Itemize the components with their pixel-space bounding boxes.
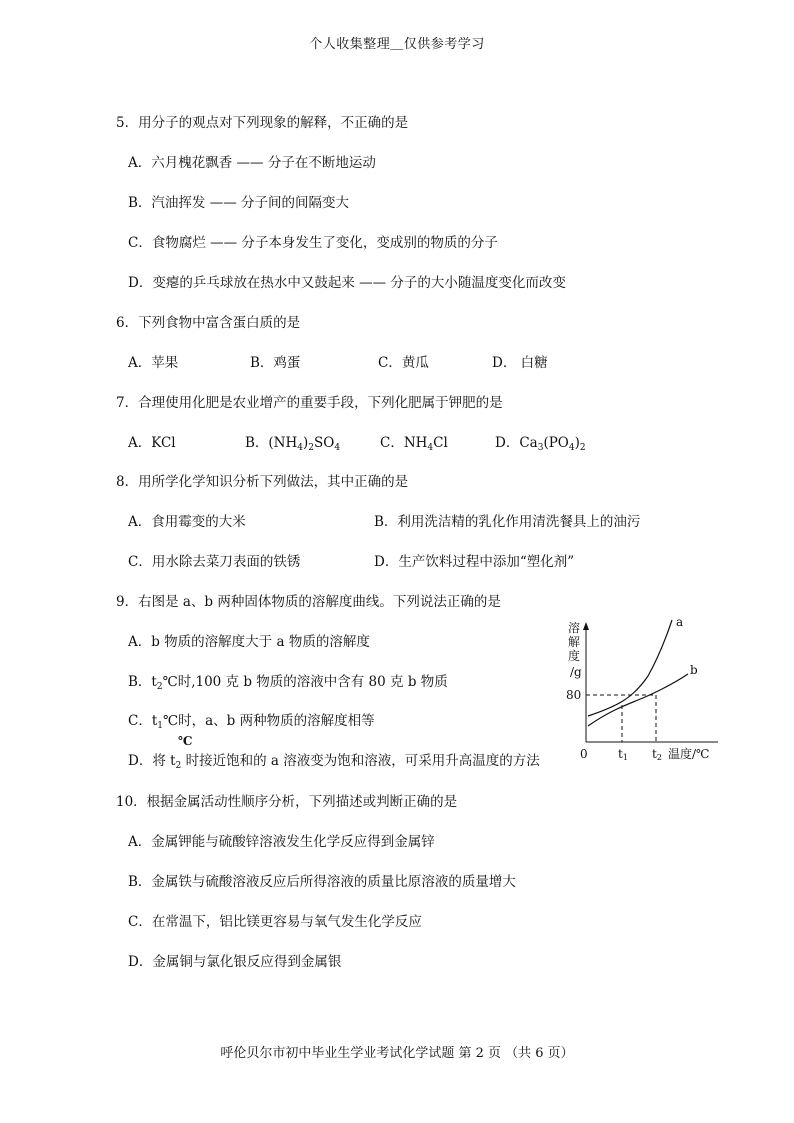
y-axis-arrow <box>583 622 589 630</box>
question-5-option-b: B．汽油挥发 —— 分子间的间隔变大 <box>128 195 350 211</box>
question-10-option-a: A．金属钾能与硫酸锌溶液发生化学反应得到金属锌 <box>128 834 435 850</box>
question-6-option-a: A．苹果 <box>128 355 179 371</box>
stray-celsius-symbol: ℃ <box>178 734 193 748</box>
x-tick-t1: t1 <box>618 747 628 762</box>
question-5-option-c: C．食物腐烂 —— 分子本身发生了变化，变成别的物质的分子 <box>128 235 498 251</box>
question-5-option-d: D．变瘪的乒乓球放在热水中又鼓起来 —— 分子的大小随温度变化而改变 <box>128 275 566 291</box>
question-7-option-d: D．$Ca_3(PO_4)_2$ <box>495 435 586 453</box>
question-9-stem: 9．右图是 a、b 两种固体物质的溶解度曲线。下列说法正确的是 <box>116 594 501 610</box>
y-axis-unit: /g <box>570 665 582 679</box>
question-10-option-b: B．金属铁与硫酸溶液反应后所得溶液的质量比原溶液的质量增大 <box>128 874 516 890</box>
solubility-curve-graph <box>548 608 728 768</box>
question-7-option-c: C．$NH_4Cl$ <box>380 435 448 453</box>
curve-a <box>588 620 672 716</box>
question-8-option-c: C．用水除去菜刀表面的铁锈 <box>128 554 301 570</box>
question-8-option-b: B．利用洗洁精的乳化作用清洗餐具上的油污 <box>374 514 641 530</box>
question-7-stem: 7．合理使用化肥是农业增产的重要手段，下列化肥属于钾肥的是 <box>116 395 503 411</box>
x-axis-label: 温度/℃ <box>668 747 710 761</box>
page-header: 个人收集整理＿仅供参考学习 <box>309 37 485 52</box>
question-10-option-c: C．在常温下，铝比镁更容易与氧气发生化学反应 <box>128 914 422 930</box>
question-6-option-b: B．鸡蛋 <box>250 355 301 371</box>
question-6-option-d: D． 白糖 <box>492 355 548 371</box>
question-8-option-a: A．食用霉变的大米 <box>128 514 246 530</box>
question-7-option-b: B．$(NH_4)_2SO_4$ <box>245 435 341 453</box>
y-tick-80: 80 <box>566 688 582 702</box>
y-axis-label-char-1: 溶 <box>568 621 581 635</box>
y-axis-label-char-2: 解 <box>568 635 581 649</box>
question-8-stem: 8．用所学化学知识分析下列做法，其中正确的是 <box>116 474 409 490</box>
question-8-option-d: D．生产饮料过程中添加“塑化剂” <box>374 554 575 570</box>
page-footer: 呼伦贝尔市初中毕业生学业考试化学试题 第 2 页 （共 6 页） <box>220 1046 574 1061</box>
question-10-stem: 10．根据金属活动性顺序分析，下列描述或判断正确的是 <box>116 794 458 810</box>
curve-b-label: b <box>690 663 698 677</box>
question-9-option-d: D．将 $t_2$ 时接近饱和的 a 溶液变为饱和溶液，可采用升高温度的方法 <box>128 753 540 771</box>
question-6-option-c: C．黄瓜 <box>378 355 429 371</box>
curve-a-label: a <box>676 615 684 629</box>
y-axis-label-char-3: 度 <box>568 649 581 663</box>
origin-label: 0 <box>580 747 588 761</box>
x-tick-t2: t2 <box>652 747 662 762</box>
question-9-option-c: C．$t_1℃$时，a、b 两种物质的溶解度相等 <box>128 713 375 731</box>
question-9-option-a: A．b 物质的溶解度大于 a 物质的溶解度 <box>128 634 370 650</box>
curve-b <box>588 674 688 726</box>
question-9-option-b: B．$t_2℃$时,100 克 b 物质的溶液中含有 80 克 b 物质 <box>128 674 448 692</box>
question-5-stem: 5．用分子的观点对下列现象的解释，不正确的是 <box>116 115 409 131</box>
question-10-option-d: D．金属铜与氯化银反应得到金属银 <box>128 954 342 970</box>
question-5-option-a: A．六月槐花飘香 —— 分子在不断地运动 <box>128 155 376 171</box>
question-6-stem: 6．下列食物中富含蛋白质的是 <box>116 315 301 331</box>
question-7-option-a: A．KCl <box>128 435 176 451</box>
